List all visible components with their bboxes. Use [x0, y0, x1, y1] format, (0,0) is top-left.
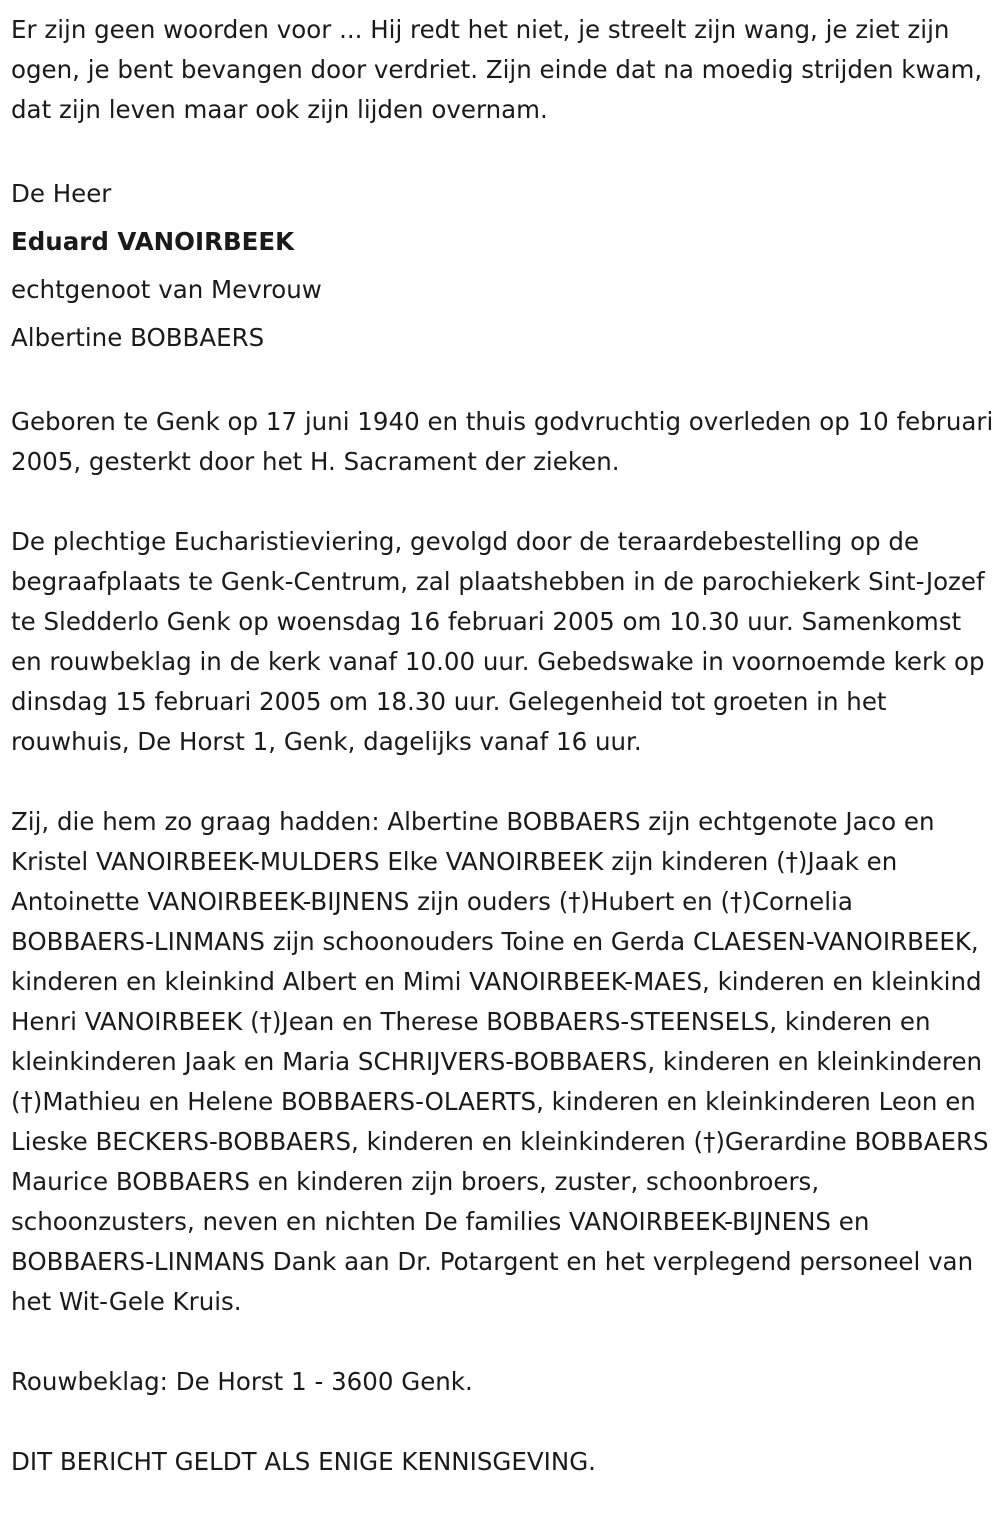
condolence-address: Rouwbeklag: De Horst 1 - 3600 Genk. — [11, 1367, 473, 1396]
spacer — [11, 762, 996, 802]
spouse-line: echtgenoot van Mevrouw — [11, 275, 322, 304]
spacer — [11, 362, 996, 402]
spacer — [11, 1322, 996, 1362]
family-paragraph: Zij, die hem zo graag hadden: Albertine BOBBAERS zijn echtgenote Jaco en Kristel VANOIRBEEK-MULDERS Elke VANOIRBEEK zijn kinderen (†)Jaak en Antoinette VANOIRBEEK-BIJNENS zijn ouders (†)Hubert en (†)Cornelia BOBBAERS-LINMANS zijn schoonouders Toine en Gerda CLAESEN-VANOIRBEEK, kinderen en kleinkind Albert en Mimi VANOIRBEEK-MAES, kinderen en kleinkind Henri VANOIRBEEK (†)Jean en Therese BOBBAERS-STEENSELS, kinderen en kleinkinderen Jaak en Maria SCHRIJVERS-BOBBAERS, kinderen en kleinkinderen (†)Mathieu en Helene BOBBAERS-OLAERTS, kinderen en kleinkinderen Leon en Lieske BECKERS-BOBBAERS, kinderen en kleinkinderen (†)Gerardine BOBBAERS Maurice BOBBAERS en kinderen zijn broers, zuster, schoonbroers, schoonzusters, neven en nichten De families VANOIRBEEK-BIJNENS en BOBBAERS-LINMANS Dank aan Dr. Potargent en het verplegend personeel van het Wit-Gele Kruis. — [11, 807, 989, 1316]
obituary-notice — [11, 10, 996, 1482]
intro-poem: Er zijn geen woorden voor ... Hij redt het niet, je streelt zijn wang, je ziet zijn ogen, je bent bevangen door verdriet. Zijn einde dat na moedig strijden kwam, dat zijn leven maar ook zijn lijden overnam. — [11, 15, 983, 124]
spacer — [11, 482, 996, 522]
salutation: De Heer — [11, 179, 112, 208]
official-notice: DIT BERICHT GELDT ALS ENIGE KENNISGEVING. — [11, 1447, 596, 1476]
birth-death-paragraph: Geboren te Genk op 17 juni 1940 en thuis godvruchtig overleden op 10 februari 2005, gesterkt door het H. Sacrament der zieken. — [11, 407, 994, 476]
deceased-name: Eduard VANOIRBEEK — [11, 227, 295, 256]
spacer — [11, 1402, 996, 1442]
spouse-name: Albertine BOBBAERS — [11, 323, 265, 352]
ceremony-paragraph: De plechtige Eucharistieviering, gevolgd door de teraardebestelling op de begraafplaats te Genk-Centrum, zal plaatshebben in de parochiekerk Sint-Jozef te Sledderlo Genk op woensdag 16 februari 2005 om 10.30 uur. Samenkomst en rouwbeklag in de kerk vanaf 10.00 uur. Gebedswake in voornoemde kerk op dinsdag 15 februari 2005 om 18.30 uur. Gelegenheid tot groeten in het rouwhuis, De Horst 1, Genk, dagelijks vanaf 16 uur. — [11, 527, 985, 756]
spacer — [11, 130, 996, 170]
